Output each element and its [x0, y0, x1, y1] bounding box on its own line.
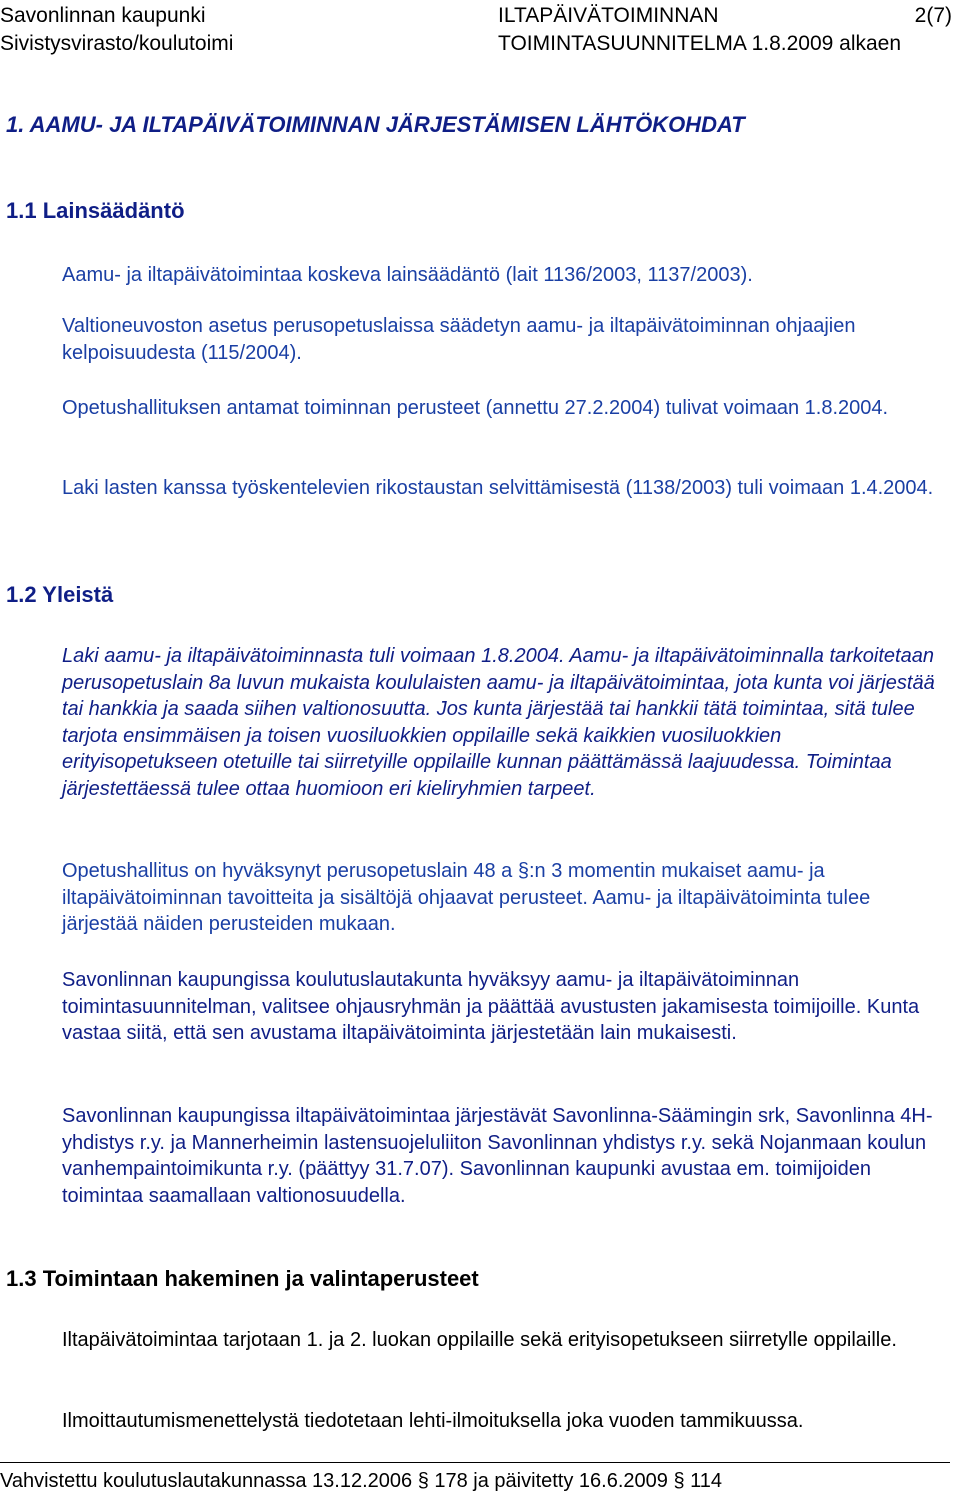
section-1-2-paragraph-1-lead: Laki aamu- ja iltapäivätoiminnasta tuli voimaan 1.8.2004. — [62, 645, 565, 667]
page-header — [0, 2, 960, 62]
section-1-1-paragraph-2: Valtioneuvoston asetus perusopetuslaissa säädetyn aamu- ja iltapäivätoiminnan ohjaajien kelpoisuudesta (115/2004). — [62, 315, 856, 364]
section-1-1-heading: 1.1 Lainsäädäntö — [6, 198, 185, 223]
section-1-heading: 1. AAMU- JA ILTAPÄIVÄTOIMINNAN JÄRJESTÄMISEN LÄHTÖKOHDAT — [6, 112, 745, 137]
header-organization: Savonlinnan kaupunki — [0, 4, 206, 27]
section-1-2-paragraph-3: Savonlinnan kaupungissa koulutuslautakunta hyväksyy aamu- ja iltapäivätoiminnan toimintasuunnitelman, valitsee ohjausryhmän ja päättää avustusten jakamisesta toimijoille. Kunta vastaa siitä, että sen avustama iltapäivätoiminta järjestetään lain mukaisesti. — [62, 969, 920, 1045]
section-1-2-paragraph-2: Opetushallitus on hyväksynyt perusopetuslain 48 a §:n 3 momentin mukaiset aamu- ja iltapäivätoiminnan tavoitteita ja sisältöjä ohjaavat perusteet. Aamu- ja iltapäivätoiminta tulee järjestää näiden perusteiden mukaan. — [62, 860, 871, 936]
page-footer: Vahvistettu koulutuslautakunnassa 13.12.2006 § 178 ja päivitetty 16.6.2009 § 114 — [0, 1462, 950, 1495]
section-1-2-paragraph-4: Savonlinnan kaupungissa iltapäivätoimintaa järjestävät Savonlinna-Säämingin srk, Savonlinna 4H-yhdistys r.y. ja Mannerheimin lastensuojeluliiton Savonlinnan yhdistys r.y. sekä Nojanmaan koulun vanhempaintoimikunta r.y. (päättyy 31.7.07). Savonlinnan kaupunki avustaa em. toimijoiden toimintaa saamallaan valtionosuudella. — [62, 1105, 933, 1207]
section-1-1-paragraph-4: Laki lasten kanssa työskentelevien rikostaustan selvittämisestä (1138/2003) tuli voimaan 1.4.2004. — [62, 477, 934, 499]
section-1-1-paragraph-1: Aamu- ja iltapäivätoimintaa koskeva lainsäädäntö (lait 1136/2003, 1137/2003). — [62, 264, 753, 286]
header-document-subtitle: TOIMINTASUUNNITELMA 1.8.2009 alkaen — [498, 32, 902, 55]
section-1-3-heading: 1.3 Toimintaan hakeminen ja valintaperusteet — [6, 1266, 479, 1291]
section-1-2-heading: 1.2 Yleistä — [6, 582, 114, 607]
section-1-3-paragraph-1: Iltapäivätoimintaa tarjotaan 1. ja 2. luokan oppilaille sekä erityisopetukseen siirretylle oppilaille. — [62, 1329, 897, 1351]
page-number: 2(7) — [914, 4, 952, 27]
section-1-2-paragraph-1-body: Aamu- ja iltapäivätoiminnalla tarkoitetaan perusopetuslain 8a luvun mukaista koululaisten aamu- ja iltapäivätoimintaa, jota kunta voi järjestää tai hankkia ja saada siihen valtionosuutta. Jos kunta järjestää tai hankkii tätä toimintaa, sitä tulee tarjota ensimmäisen ja toisen vuosiluokkien oppilaille sekä kaikkien vuosiluokkien erityisopetukseen otetuille tai siirretyille oppilaille kunnan päättämässä laajuudessa. Toimintaa järjestettäessä tulee ottaa huomioon eri kieliryhmien tarpeet. — [62, 645, 935, 800]
header-document-title: ILTAPÄIVÄTOIMINNAN — [498, 4, 719, 27]
section-1-2-paragraph-1 — [62, 643, 942, 803]
header-department: Sivistysvirasto/koulutoimi — [0, 32, 234, 55]
section-1-1-paragraph-3: Opetushallituksen antamat toiminnan perusteet (annettu 27.2.2004) tulivat voimaan 1.8.2004. — [62, 397, 889, 419]
section-1-3-paragraph-2: Ilmoittautumismenettelystä tiedotetaan lehti-ilmoituksella joka vuoden tammikuussa. — [62, 1410, 804, 1432]
